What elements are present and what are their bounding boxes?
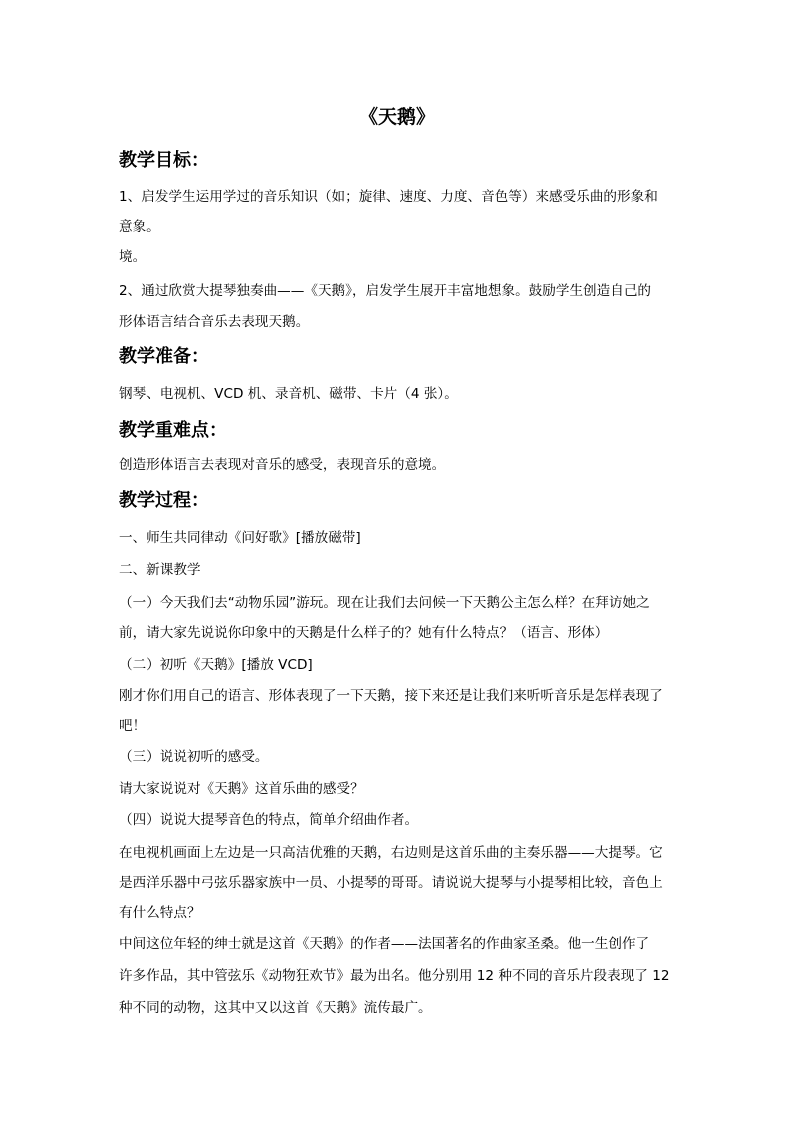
section-heading-prep: 教学准备： <box>119 346 209 367</box>
process-line: 中间这位年轻的绅士就是这首《天鹅》的作者——法国著名的作曲家圣桑。他一生创作了 <box>119 936 650 952</box>
goals-line: 境。 <box>119 249 147 265</box>
goals-line: 1、启发学生运用学过的音乐知识（如；旋律、速度、力度、音色等）来感受乐曲的形象和 <box>119 189 658 205</box>
process-line: 二、新课教学 <box>119 562 201 578</box>
section-heading-goals: 教学目标： <box>119 150 209 171</box>
section-heading-key: 教学重难点： <box>119 420 227 441</box>
process-line: （一）今天我们去“动物乐园”游玩。现在让我们去问候一下天鹅公主怎么样？在拜访她之 <box>119 595 650 611</box>
section-heading-process: 教学过程： <box>119 490 209 511</box>
process-line: （三）说说初听的感受。 <box>119 749 269 765</box>
process-line: 请大家说说对《天鹅》这首乐曲的感受？ <box>119 781 364 797</box>
process-line: 许多作品，其中管弦乐《动物狂欢节》最为出名。他分别用 12 种不同的音乐片段表现了 12 <box>119 968 670 984</box>
process-line: 前，请大家先说说你印象中的天鹅是什么样子的？她有什么特点？（语言、形体） <box>119 625 609 641</box>
goals-line: 意象。 <box>119 219 160 235</box>
process-line: 一、师生共同律动《问好歌》[播放磁带] <box>119 530 361 546</box>
goals-line: 形体语言结合音乐去表现天鹅。 <box>119 314 310 330</box>
document-title: 《天鹅》 <box>358 106 435 128</box>
key-line: 创造形体语言去表现对音乐的感受，表现音乐的意境。 <box>119 457 446 473</box>
process-line: 吧！ <box>119 718 147 734</box>
process-line: 有什么特点？ <box>119 905 201 921</box>
process-line: 刚才你们用自己的语言、形体表现了一下天鹅，接下来还是让我们来听听音乐是怎样表现了 <box>119 688 663 704</box>
process-line: 是西洋乐器中弓弦乐器家族中一员、小提琴的哥哥。请说说大提琴与小提琴相比较，音色上 <box>119 875 663 891</box>
process-line: 种不同的动物，这其中又以这首《天鹅》流传最广。 <box>119 1000 432 1016</box>
process-line: 在电视机画面上左边是一只高洁优雅的天鹅，右边则是这首乐曲的主奏乐器——大提琴。它 <box>119 845 663 861</box>
goals-line: 2、通过欣赏大提琴独奏曲——《天鹅》，启发学生展开丰富地想象。鼓励学生创造自己的 <box>119 283 652 299</box>
prep-line: 钢琴、电视机、VCD 机、录音机、磁带、卡片（4 张）。 <box>119 386 458 402</box>
process-line: （四）说说大提琴音色的特点，简单介绍曲作者。 <box>119 812 419 828</box>
process-line: （二）初听《天鹅》[播放 VCD] <box>119 657 313 673</box>
